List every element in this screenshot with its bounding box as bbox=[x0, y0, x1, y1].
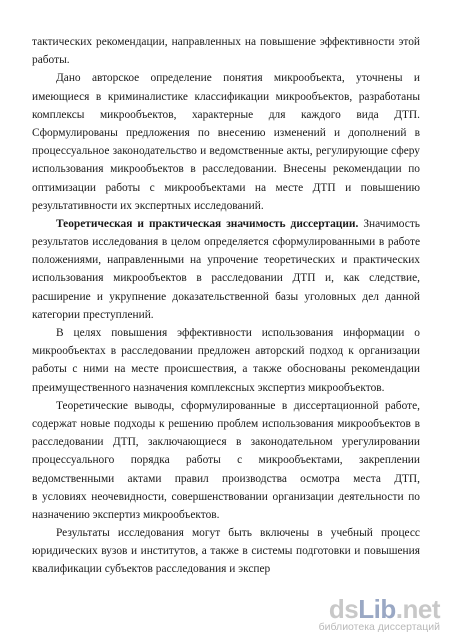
text-run: Значимость bbox=[358, 217, 420, 230]
text-line bbox=[32, 542, 420, 560]
text-line bbox=[32, 433, 420, 451]
text-run: расследовании ДТП, заключающиеся в законодательном урегулировании bbox=[32, 436, 420, 449]
text-run: результативности их экспертных исследований. bbox=[32, 199, 264, 212]
text-line bbox=[32, 33, 420, 51]
text-line bbox=[32, 142, 420, 160]
text-line bbox=[32, 415, 420, 433]
text-line bbox=[32, 51, 420, 69]
text-run: имеющиеся в криминалистике классификации микрообъектов, разработаны bbox=[32, 90, 420, 103]
text-line bbox=[32, 470, 420, 488]
document-body bbox=[32, 33, 420, 579]
text-run: юридических вузов и институтов, а также в системы подготовки и повышения bbox=[32, 545, 420, 558]
text-run: процессуальное законодательство и ведомственные акты, регулирующие сферу bbox=[32, 145, 420, 158]
text-line bbox=[32, 506, 420, 524]
text-run: комплексы микрообъектов, характерные для каждого вида ДТП. bbox=[32, 108, 420, 121]
text-run: использования микрообъектов в расследовании. Внесены рекомендации по bbox=[32, 163, 420, 176]
text-run: содержат новые подходы к решению проблем использования микрообъектов в bbox=[32, 417, 420, 430]
text-line bbox=[32, 215, 420, 233]
text-run: ведомственными актами правил производства осмотра места ДТП, bbox=[32, 472, 420, 485]
text-line bbox=[32, 269, 420, 287]
text-line bbox=[32, 451, 420, 469]
text-run: процессуального порядка работы с микрообъектами, закреплении bbox=[32, 454, 420, 467]
text-line bbox=[32, 197, 420, 215]
text-line bbox=[32, 560, 420, 578]
text-line bbox=[32, 179, 420, 197]
text-run: категории преступлений. bbox=[32, 308, 154, 321]
dslib-watermark bbox=[310, 595, 440, 633]
text-line bbox=[32, 342, 420, 360]
watermark-logo-lib: Lib bbox=[358, 594, 396, 624]
text-line bbox=[32, 88, 420, 106]
text-run: в условиях неочевидности, совершенствовании организации деятельности по bbox=[32, 490, 420, 503]
text-line bbox=[32, 524, 420, 542]
text-run: результатов исследования в целом определяется сформулированными в работе bbox=[32, 236, 420, 249]
text-line bbox=[32, 160, 420, 178]
text-run: Результаты исследования могут быть включены в учебный процесс bbox=[56, 527, 420, 540]
text-run: микрообъектах в расследовании предложен авторский подход к организации bbox=[32, 345, 420, 358]
text-line bbox=[32, 124, 420, 142]
text-line bbox=[32, 251, 420, 269]
text-line bbox=[32, 379, 420, 397]
text-run: работы. bbox=[32, 54, 70, 67]
bold-heading-run: Теоретическая и практическая значимость диссертации. bbox=[56, 217, 359, 230]
text-run: оптимизации работы с микрообъектами на месте ДТП и повышению bbox=[32, 181, 420, 194]
text-line bbox=[32, 306, 420, 324]
text-run: работы с ними на месте происшествия, а также обоснованы рекомендации bbox=[32, 363, 420, 376]
text-run: Теоретические выводы, сформулированные в диссертационной работе, bbox=[56, 399, 420, 412]
text-run: расширение и укрупнение доказательственной базы уголовных дел данной bbox=[32, 290, 420, 303]
text-run: преимущественного назначения комплексных экспертиз микрообъектов. bbox=[32, 381, 385, 394]
text-line bbox=[32, 488, 420, 506]
text-run: Дано авторское определение понятия микрообъекта, уточнены и bbox=[56, 72, 420, 85]
text-run: квалификации субъектов расследования и экспер bbox=[32, 563, 271, 576]
text-line bbox=[32, 69, 420, 87]
watermark-logo-ds: ds bbox=[328, 594, 359, 624]
text-line bbox=[32, 397, 420, 415]
text-line bbox=[32, 106, 420, 124]
text-run: положениями, направленными на упрочение теоретических и практических bbox=[32, 254, 420, 267]
text-run: назначению экспертиз микрообъектов. bbox=[32, 508, 220, 521]
text-line bbox=[32, 288, 420, 306]
text-line bbox=[32, 360, 420, 378]
text-line bbox=[32, 324, 420, 342]
text-run: тактических рекомендации, направленных на повышение эффективности этой bbox=[32, 36, 420, 48]
text-run: использования микрообъектов в расследовании ДТП и, как следствие, bbox=[32, 272, 420, 285]
text-run: Сформулированы предложения по внесению изменений и дополнений в bbox=[32, 126, 420, 139]
watermark-subtitle: библиотека диссертаций bbox=[318, 621, 440, 633]
text-line bbox=[32, 233, 420, 251]
watermark-logo bbox=[310, 595, 440, 623]
text-run: В целях повышения эффективности использования информации о bbox=[56, 327, 420, 339]
watermark-logo-net: .net bbox=[395, 594, 440, 624]
